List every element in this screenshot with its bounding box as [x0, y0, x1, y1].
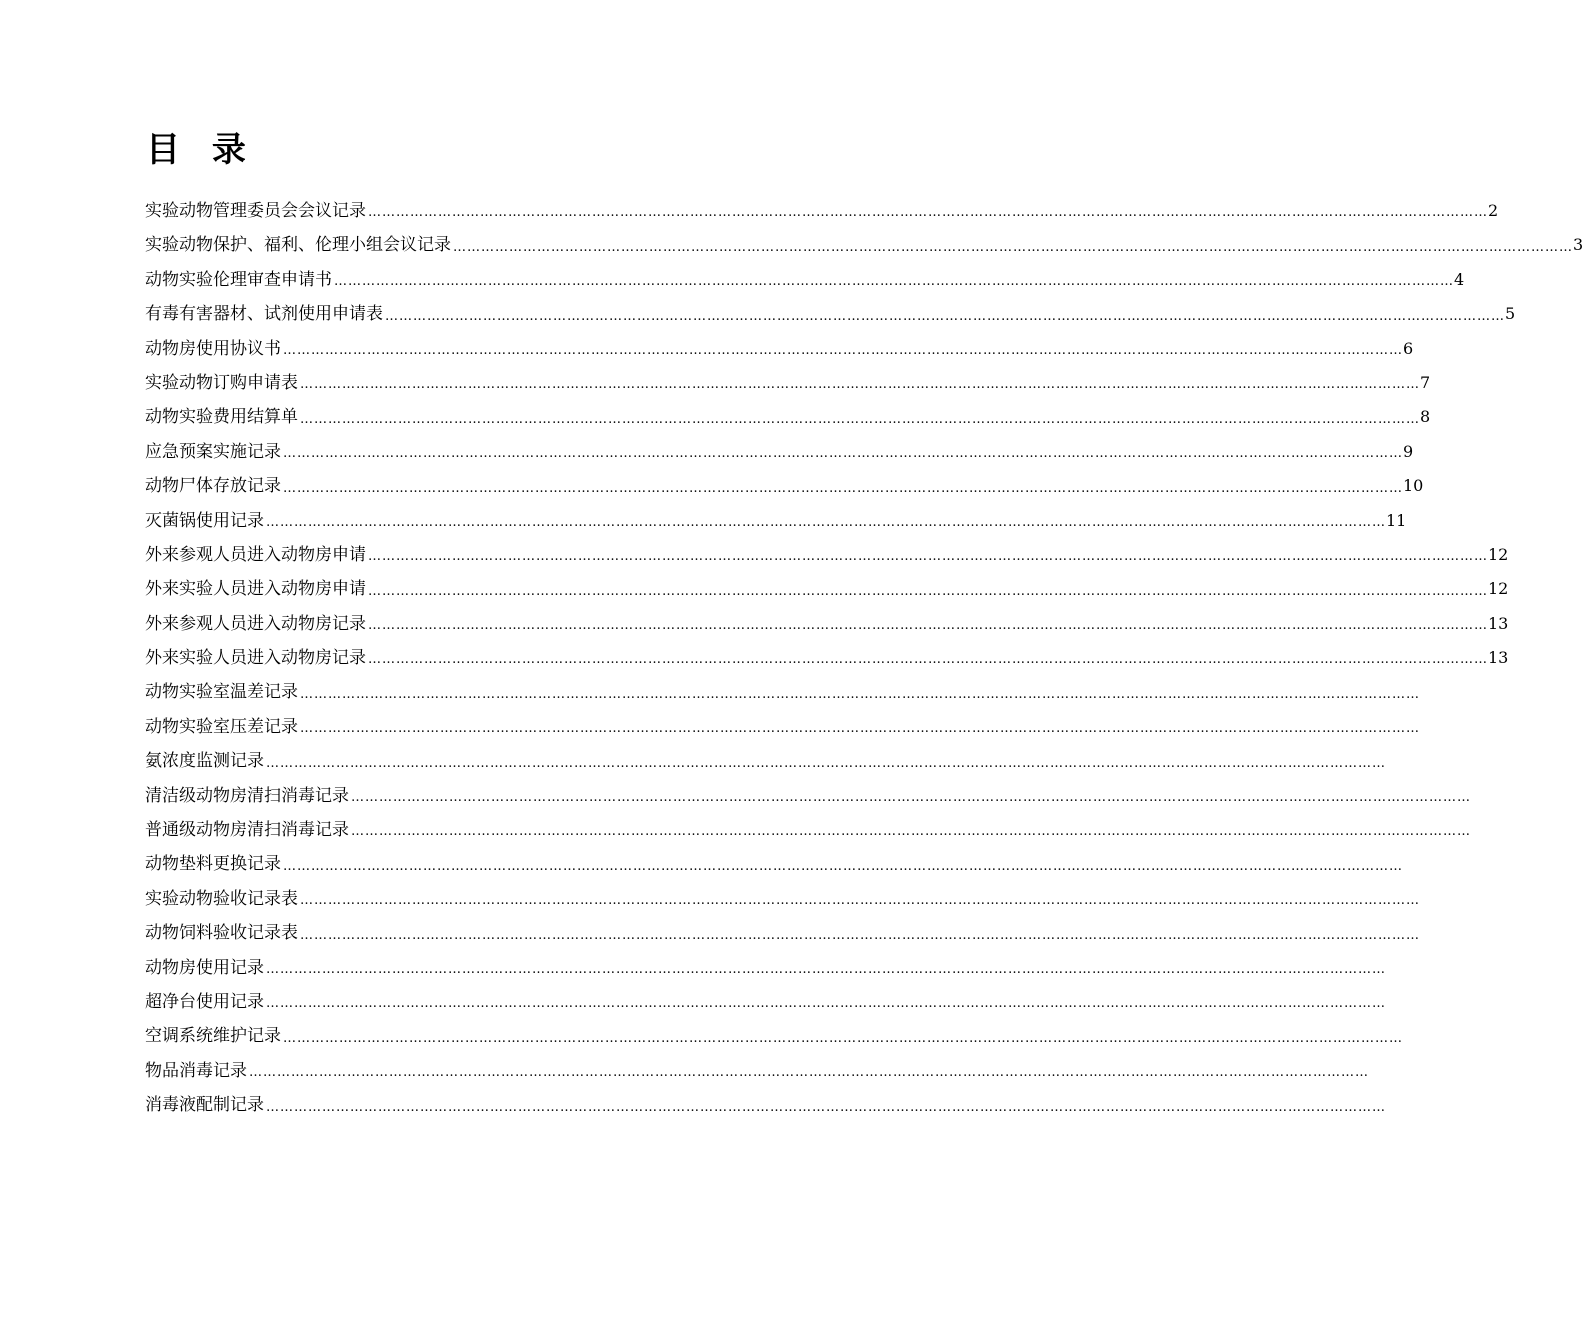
toc-entry-label: 动物垫料更换记录: [145, 854, 281, 875]
toc-dot-leader: ……………………………………………………………………………………………………………………………………………………………………………………………………………………: [334, 274, 1454, 290]
toc-entry[interactable]: [145, 847, 1403, 881]
toc-dot-leader: ……………………………………………………………………………………………………………………………………………………………………………………………………………………: [368, 549, 1488, 565]
toc-entry-page-number: 3: [1573, 235, 1583, 255]
toc-entry[interactable]: [145, 366, 1431, 400]
toc-entry[interactable]: [145, 297, 1516, 331]
toc-entry-label: 外来参观人员进入动物房记录: [145, 613, 366, 634]
toc-entry-label: 普通级动物房清扫消毒记录: [145, 820, 349, 841]
toc-entry-label: 实验动物管理委员会会议记录: [145, 200, 366, 221]
toc-dot-leader: ……………………………………………………………………………………………………………………………………………………………………………………………………………………: [300, 927, 1420, 943]
toc-entry[interactable]: [145, 916, 1420, 950]
toc-entry-label: 动物尸体存放记录: [145, 476, 281, 497]
toc-entry[interactable]: [145, 744, 1386, 778]
toc-dot-leader: ……………………………………………………………………………………………………………………………………………………………………………………………………………………: [249, 1065, 1369, 1081]
toc-entry-page-number: 2: [1488, 200, 1499, 220]
toc-entry-label: 动物实验伦理审查申请书: [145, 269, 332, 290]
toc-dot-leader: ……………………………………………………………………………………………………………………………………………………………………………………………………………………: [300, 377, 1420, 393]
toc-entry-page-number: 5: [1505, 304, 1516, 324]
toc-dot-leader: ……………………………………………………………………………………………………………………………………………………………………………………………………………………: [266, 514, 1386, 530]
toc-dot-leader: ……………………………………………………………………………………………………………………………………………………………………………………………………………………: [300, 721, 1420, 737]
toc-entry[interactable]: [145, 607, 1509, 641]
toc-dot-leader: ……………………………………………………………………………………………………………………………………………………………………………………………………………………: [266, 1099, 1386, 1115]
toc-entry-page-number: 10: [1403, 476, 1424, 496]
toc-entry-label: 实验动物验收记录表: [145, 888, 298, 909]
toc-entry-label: 物品消毒记录: [145, 1060, 247, 1081]
toc-dot-leader: ……………………………………………………………………………………………………………………………………………………………………………………………………………………: [368, 583, 1488, 599]
toc-dot-leader: ……………………………………………………………………………………………………………………………………………………………………………………………………………………: [351, 790, 1471, 806]
toc-dot-leader: ……………………………………………………………………………………………………………………………………………………………………………………………………………………: [300, 686, 1420, 702]
toc-entry[interactable]: [145, 263, 1465, 297]
toc-entry[interactable]: [145, 1054, 1369, 1088]
toc-entry-label: 动物饲料验收记录表: [145, 923, 298, 944]
toc-entry-label: 动物实验费用结算单: [145, 407, 298, 428]
toc-entry-label: 动物实验室压差记录: [145, 716, 298, 737]
toc-entry[interactable]: [145, 985, 1386, 1019]
toc-dot-leader: ……………………………………………………………………………………………………………………………………………………………………………………………………………………: [283, 1030, 1403, 1046]
toc-entry-label: 外来实验人员进入动物房记录: [145, 648, 366, 669]
toc-entry-label: 实验动物保护、福利、伦理小组会议记录: [145, 235, 451, 256]
toc-entry[interactable]: [145, 710, 1420, 744]
toc-dot-leader: ……………………………………………………………………………………………………………………………………………………………………………………………………………………: [283, 858, 1403, 874]
toc-dot-leader: ……………………………………………………………………………………………………………………………………………………………………………………………………………………: [266, 961, 1386, 977]
toc-entry[interactable]: [145, 435, 1414, 469]
toc-entry-label: 动物房使用记录: [145, 957, 264, 978]
toc-entry-label: 有毒有害器材、试剂使用申请表: [145, 304, 383, 325]
toc-dot-leader: ……………………………………………………………………………………………………………………………………………………………………………………………………………………: [453, 239, 1573, 255]
toc-entry-label: 实验动物订购申请表: [145, 372, 298, 393]
toc-entry-page-number: 11: [1386, 510, 1407, 530]
toc-entry-page-number: 4: [1454, 269, 1465, 289]
toc-dot-leader: ……………………………………………………………………………………………………………………………………………………………………………………………………………………: [385, 308, 1505, 324]
toc-entry-page-number: 12: [1488, 579, 1509, 599]
toc-dot-leader: ……………………………………………………………………………………………………………………………………………………………………………………………………………………: [283, 342, 1403, 358]
toc-dot-leader: ……………………………………………………………………………………………………………………………………………………………………………………………………………………: [368, 652, 1488, 668]
toc-entry[interactable]: [145, 813, 1471, 847]
toc-entry[interactable]: [145, 332, 1414, 366]
toc-entry-label: 动物房使用协议书: [145, 338, 281, 359]
toc-entry-page-number: 6: [1403, 338, 1414, 358]
toc-entry[interactable]: [145, 400, 1431, 434]
toc-dot-leader: ……………………………………………………………………………………………………………………………………………………………………………………………………………………: [351, 824, 1471, 840]
toc-entry[interactable]: [145, 228, 1583, 262]
toc-entry-label: 灭菌锅使用记录: [145, 510, 264, 531]
toc-entry[interactable]: [145, 572, 1509, 606]
toc-entry[interactable]: [145, 469, 1424, 503]
toc-entry[interactable]: [145, 538, 1509, 572]
toc-entry[interactable]: [145, 1088, 1386, 1122]
toc-entry[interactable]: [145, 882, 1420, 916]
toc-entry-label: 清洁级动物房清扫消毒记录: [145, 785, 349, 806]
toc-dot-leader: ……………………………………………………………………………………………………………………………………………………………………………………………………………………: [300, 893, 1420, 909]
toc-entry-page-number: 7: [1420, 372, 1431, 392]
toc-dot-leader: ……………………………………………………………………………………………………………………………………………………………………………………………………………………: [266, 755, 1386, 771]
toc-list: [145, 194, 1583, 1123]
toc-entry-label: 超净台使用记录: [145, 991, 264, 1012]
toc-entry[interactable]: [145, 779, 1471, 813]
toc-entry[interactable]: [145, 1019, 1403, 1053]
toc-entry-label: 空调系统维护记录: [145, 1026, 281, 1047]
toc-entry[interactable]: [145, 194, 1499, 228]
toc-dot-leader: ……………………………………………………………………………………………………………………………………………………………………………………………………………………: [283, 446, 1403, 462]
toc-dot-leader: ……………………………………………………………………………………………………………………………………………………………………………………………………………………: [368, 205, 1488, 221]
toc-dot-leader: ……………………………………………………………………………………………………………………………………………………………………………………………………………………: [283, 480, 1403, 496]
toc-entry-page-number: 13: [1488, 613, 1509, 633]
toc-title: 目 录: [146, 130, 256, 170]
toc-entry[interactable]: [145, 675, 1420, 709]
toc-entry-label: 应急预案实施记录: [145, 441, 281, 462]
toc-dot-leader: ……………………………………………………………………………………………………………………………………………………………………………………………………………………: [300, 411, 1420, 427]
toc-entry-label: 动物实验室温差记录: [145, 682, 298, 703]
toc-entry-label: 外来参观人员进入动物房申请: [145, 544, 366, 565]
toc-entry-page-number: 12: [1488, 544, 1509, 564]
toc-entry-label: 外来实验人员进入动物房申请: [145, 579, 366, 600]
toc-entry-label: 氨浓度监测记录: [145, 751, 264, 772]
toc-dot-leader: ……………………………………………………………………………………………………………………………………………………………………………………………………………………: [368, 618, 1488, 634]
toc-entry[interactable]: [145, 951, 1386, 985]
toc-dot-leader: ……………………………………………………………………………………………………………………………………………………………………………………………………………………: [266, 996, 1386, 1012]
toc-entry-page-number: 9: [1403, 441, 1414, 461]
toc-entry-label: 消毒液配制记录: [145, 1095, 264, 1116]
toc-entry[interactable]: [145, 641, 1509, 675]
toc-entry[interactable]: [145, 504, 1407, 538]
toc-entry-page-number: 13: [1488, 648, 1509, 668]
toc-entry-page-number: 8: [1420, 407, 1431, 427]
